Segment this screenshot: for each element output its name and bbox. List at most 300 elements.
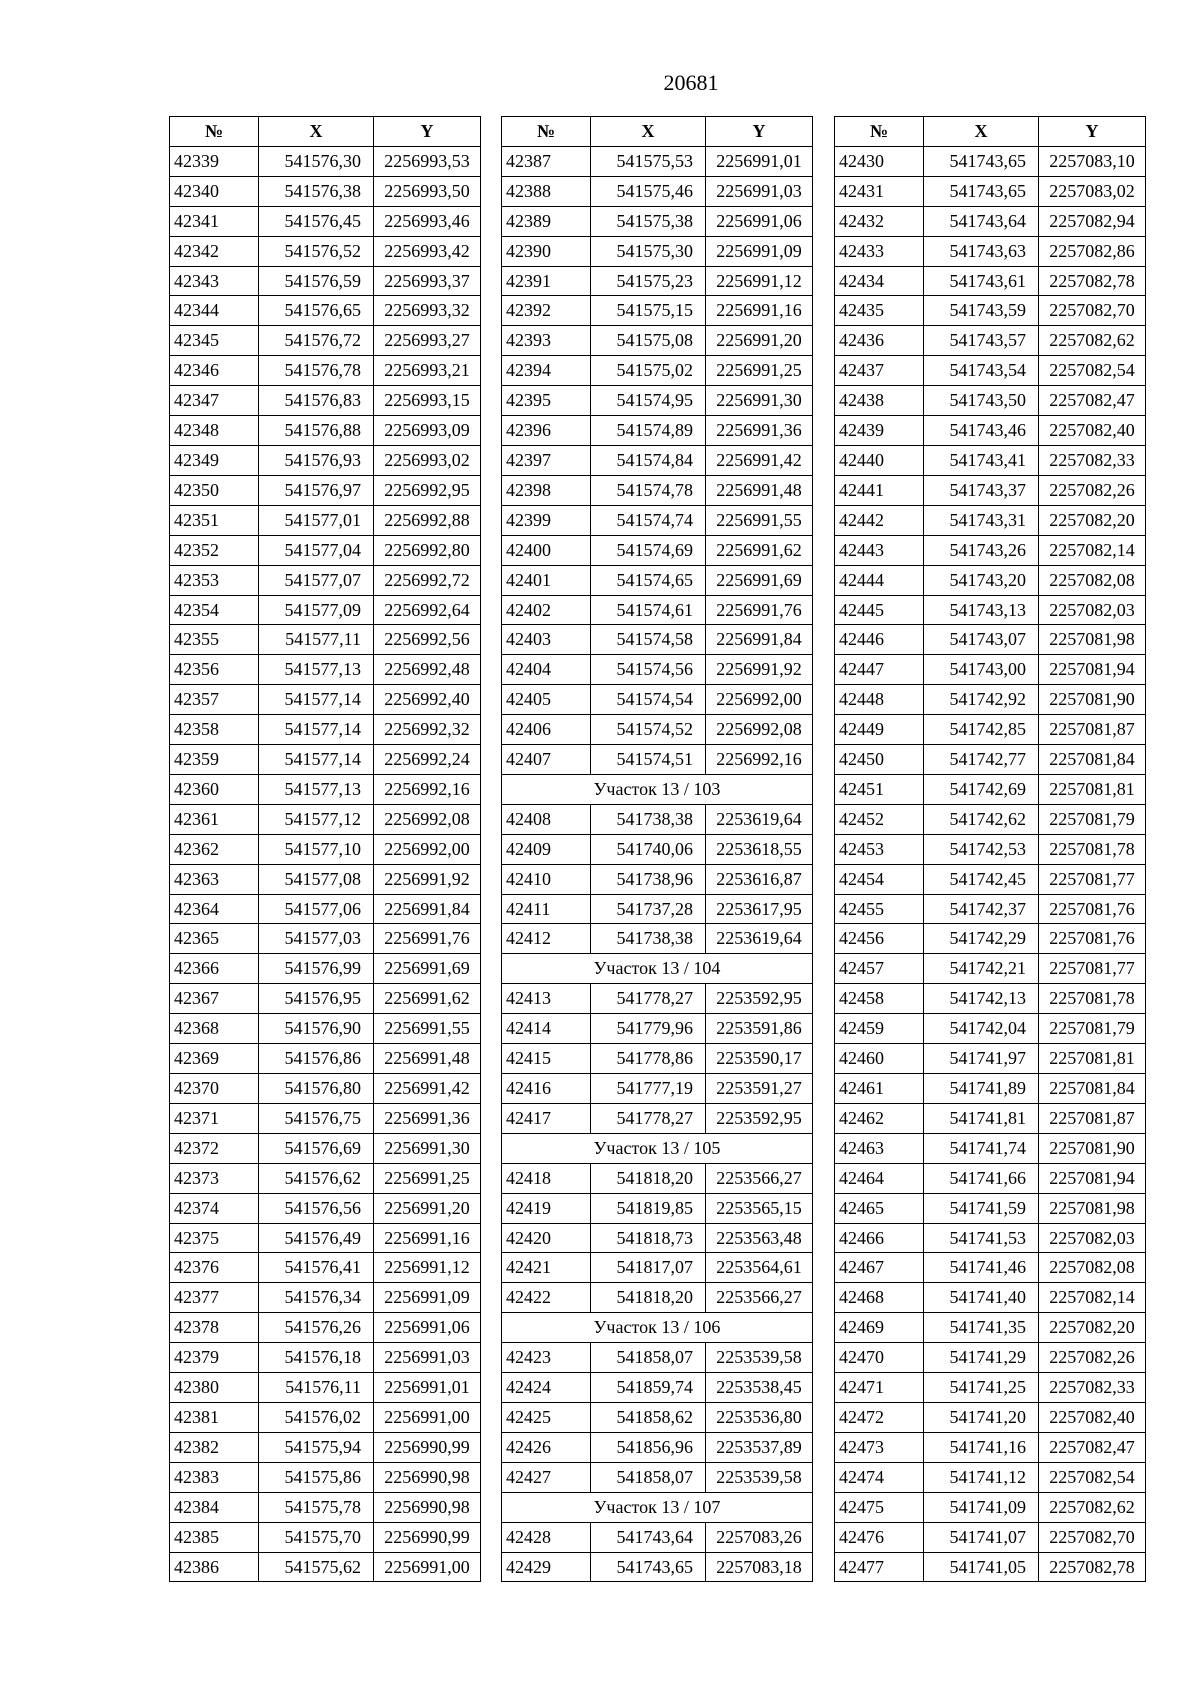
point-number-cell: 42475 bbox=[835, 1492, 924, 1522]
y-coordinate-cell: 2257083,10 bbox=[1039, 146, 1146, 176]
y-coordinate-cell: 2257082,08 bbox=[1039, 1253, 1146, 1283]
x-coordinate-cell: 541741,35 bbox=[924, 1313, 1039, 1343]
x-coordinate-cell: 541738,38 bbox=[591, 924, 706, 954]
x-coordinate-cell: 541778,86 bbox=[591, 1044, 706, 1074]
point-number-cell: 42360 bbox=[170, 774, 259, 804]
y-coordinate-cell: 2256991,16 bbox=[706, 296, 813, 326]
table-row bbox=[835, 206, 1146, 236]
x-coordinate-cell: 541576,99 bbox=[259, 954, 374, 984]
x-coordinate-cell: 541575,62 bbox=[259, 1552, 374, 1582]
y-coordinate-cell: 2256991,69 bbox=[374, 954, 481, 984]
y-coordinate-cell: 2253565,15 bbox=[706, 1193, 813, 1223]
table-row bbox=[170, 774, 481, 804]
table-row bbox=[835, 236, 1146, 266]
y-coordinate-cell: 2253591,27 bbox=[706, 1074, 813, 1104]
table-row bbox=[502, 1223, 813, 1253]
y-coordinate-cell: 2256991,55 bbox=[374, 1014, 481, 1044]
y-coordinate-cell: 2257081,94 bbox=[1039, 1163, 1146, 1193]
point-number-cell: 42409 bbox=[502, 834, 591, 864]
y-coordinate-cell: 2256992,80 bbox=[374, 535, 481, 565]
point-number-cell: 42375 bbox=[170, 1223, 259, 1253]
y-coordinate-cell: 2256992,88 bbox=[374, 505, 481, 535]
y-coordinate-cell: 2257081,94 bbox=[1039, 655, 1146, 685]
point-number-cell: 42432 bbox=[835, 206, 924, 236]
table-row bbox=[502, 984, 813, 1014]
y-coordinate-cell: 2257082,70 bbox=[1039, 296, 1146, 326]
x-coordinate-cell: 541741,97 bbox=[924, 1044, 1039, 1074]
y-coordinate-cell: 2257081,77 bbox=[1039, 954, 1146, 984]
y-coordinate-cell: 2256991,20 bbox=[374, 1193, 481, 1223]
point-number-cell: 42449 bbox=[835, 715, 924, 745]
y-coordinate-cell: 2257082,20 bbox=[1039, 1313, 1146, 1343]
table-row bbox=[502, 296, 813, 326]
y-coordinate-cell: 2256991,48 bbox=[706, 475, 813, 505]
table-row bbox=[170, 475, 481, 505]
point-number-cell: 42441 bbox=[835, 475, 924, 505]
table-row bbox=[835, 834, 1146, 864]
y-coordinate-cell: 2256991,84 bbox=[706, 625, 813, 655]
y-coordinate-cell: 2257081,79 bbox=[1039, 1014, 1146, 1044]
point-number-cell: 42442 bbox=[835, 505, 924, 535]
x-coordinate-cell: 541577,14 bbox=[259, 715, 374, 745]
table-row bbox=[170, 1283, 481, 1313]
point-number-cell: 42457 bbox=[835, 954, 924, 984]
table-row bbox=[835, 1313, 1146, 1343]
x-coordinate-cell: 541858,07 bbox=[591, 1462, 706, 1492]
point-number-cell: 42416 bbox=[502, 1074, 591, 1104]
table-row bbox=[170, 864, 481, 894]
x-coordinate-cell: 541576,56 bbox=[259, 1193, 374, 1223]
table-row bbox=[835, 146, 1146, 176]
x-coordinate-cell: 541577,13 bbox=[259, 655, 374, 685]
point-number-cell: 42451 bbox=[835, 774, 924, 804]
point-number-cell: 42402 bbox=[502, 595, 591, 625]
y-coordinate-cell: 2256991,76 bbox=[374, 924, 481, 954]
x-coordinate-cell: 541575,86 bbox=[259, 1462, 374, 1492]
x-coordinate-cell: 541577,03 bbox=[259, 924, 374, 954]
section-title: Участок 13 / 103 bbox=[502, 774, 813, 804]
x-coordinate-cell: 541576,78 bbox=[259, 356, 374, 386]
point-number-cell: 42392 bbox=[502, 296, 591, 326]
x-coordinate-cell: 541574,95 bbox=[591, 386, 706, 416]
y-coordinate-cell: 2257083,18 bbox=[706, 1552, 813, 1582]
table-row bbox=[170, 745, 481, 775]
point-number-cell: 42444 bbox=[835, 565, 924, 595]
table-row bbox=[835, 326, 1146, 356]
y-coordinate-cell: 2257081,76 bbox=[1039, 924, 1146, 954]
y-coordinate-cell: 2256992,56 bbox=[374, 625, 481, 655]
x-coordinate-cell: 541777,19 bbox=[591, 1074, 706, 1104]
point-number-cell: 42394 bbox=[502, 356, 591, 386]
point-number-cell: 42434 bbox=[835, 266, 924, 296]
x-coordinate-cell: 541743,37 bbox=[924, 475, 1039, 505]
y-coordinate-cell: 2256991,09 bbox=[374, 1283, 481, 1313]
point-number-cell: 42433 bbox=[835, 236, 924, 266]
x-coordinate-cell: 541818,20 bbox=[591, 1163, 706, 1193]
x-coordinate-cell: 541742,69 bbox=[924, 774, 1039, 804]
table-row bbox=[835, 1432, 1146, 1462]
x-coordinate-cell: 541741,66 bbox=[924, 1163, 1039, 1193]
x-coordinate-cell: 541856,96 bbox=[591, 1432, 706, 1462]
table-row bbox=[502, 1163, 813, 1193]
point-number-cell: 42415 bbox=[502, 1044, 591, 1074]
table-row bbox=[170, 356, 481, 386]
section-row bbox=[502, 774, 813, 804]
table-row bbox=[502, 505, 813, 535]
x-coordinate-cell: 541574,89 bbox=[591, 416, 706, 446]
y-coordinate-cell: 2256990,98 bbox=[374, 1462, 481, 1492]
point-number-cell: 42404 bbox=[502, 655, 591, 685]
table-row bbox=[170, 386, 481, 416]
y-coordinate-cell: 2257081,79 bbox=[1039, 804, 1146, 834]
x-coordinate-cell: 541574,56 bbox=[591, 655, 706, 685]
y-coordinate-cell: 2256991,92 bbox=[706, 655, 813, 685]
table-row bbox=[502, 595, 813, 625]
x-coordinate-cell: 541742,62 bbox=[924, 804, 1039, 834]
y-coordinate-cell: 2256992,32 bbox=[374, 715, 481, 745]
x-coordinate-cell: 541741,74 bbox=[924, 1133, 1039, 1163]
x-coordinate-cell: 541737,28 bbox=[591, 894, 706, 924]
table-header-row bbox=[502, 117, 813, 147]
x-coordinate-cell: 541576,95 bbox=[259, 984, 374, 1014]
header-number: № bbox=[170, 117, 259, 147]
point-number-cell: 42440 bbox=[835, 445, 924, 475]
y-coordinate-cell: 2257082,54 bbox=[1039, 1462, 1146, 1492]
section-title: Участок 13 / 105 bbox=[502, 1133, 813, 1163]
x-coordinate-cell: 541576,49 bbox=[259, 1223, 374, 1253]
header-x: X bbox=[591, 117, 706, 147]
x-coordinate-cell: 541576,69 bbox=[259, 1133, 374, 1163]
x-coordinate-cell: 541818,73 bbox=[591, 1223, 706, 1253]
table-row bbox=[502, 1283, 813, 1313]
point-number-cell: 42358 bbox=[170, 715, 259, 745]
x-coordinate-cell: 541575,30 bbox=[591, 236, 706, 266]
point-number-cell: 42344 bbox=[170, 296, 259, 326]
y-coordinate-cell: 2253539,58 bbox=[706, 1343, 813, 1373]
table-row bbox=[835, 1462, 1146, 1492]
table-row bbox=[170, 924, 481, 954]
y-coordinate-cell: 2256990,99 bbox=[374, 1522, 481, 1552]
x-coordinate-cell: 541577,13 bbox=[259, 774, 374, 804]
point-number-cell: 42373 bbox=[170, 1163, 259, 1193]
x-coordinate-cell: 541575,94 bbox=[259, 1432, 374, 1462]
table-row bbox=[835, 715, 1146, 745]
x-coordinate-cell: 541577,11 bbox=[259, 625, 374, 655]
point-number-cell: 42414 bbox=[502, 1014, 591, 1044]
x-coordinate-cell: 541742,85 bbox=[924, 715, 1039, 745]
point-number-cell: 42465 bbox=[835, 1193, 924, 1223]
y-coordinate-cell: 2253592,95 bbox=[706, 1103, 813, 1133]
x-coordinate-cell: 541575,70 bbox=[259, 1522, 374, 1552]
table-row bbox=[170, 834, 481, 864]
x-coordinate-cell: 541576,52 bbox=[259, 236, 374, 266]
header-y: Y bbox=[374, 117, 481, 147]
table-row bbox=[170, 266, 481, 296]
table-row bbox=[170, 1343, 481, 1373]
x-coordinate-cell: 541576,65 bbox=[259, 296, 374, 326]
point-number-cell: 42460 bbox=[835, 1044, 924, 1074]
table-row bbox=[835, 1373, 1146, 1403]
y-coordinate-cell: 2257082,08 bbox=[1039, 565, 1146, 595]
point-number-cell: 42372 bbox=[170, 1133, 259, 1163]
point-number-cell: 42474 bbox=[835, 1462, 924, 1492]
point-number-cell: 42410 bbox=[502, 864, 591, 894]
x-coordinate-cell: 541576,90 bbox=[259, 1014, 374, 1044]
point-number-cell: 42419 bbox=[502, 1193, 591, 1223]
x-coordinate-cell: 541741,29 bbox=[924, 1343, 1039, 1373]
table-row bbox=[835, 475, 1146, 505]
x-coordinate-cell: 541741,59 bbox=[924, 1193, 1039, 1223]
x-coordinate-cell: 541574,78 bbox=[591, 475, 706, 505]
table-row bbox=[835, 804, 1146, 834]
x-coordinate-cell: 541819,85 bbox=[591, 1193, 706, 1223]
y-coordinate-cell: 2256991,36 bbox=[374, 1103, 481, 1133]
table-row bbox=[170, 984, 481, 1014]
point-number-cell: 42377 bbox=[170, 1283, 259, 1313]
table-row bbox=[170, 1522, 481, 1552]
x-coordinate-cell: 541779,96 bbox=[591, 1014, 706, 1044]
x-coordinate-cell: 541574,69 bbox=[591, 535, 706, 565]
point-number-cell: 42463 bbox=[835, 1133, 924, 1163]
point-number-cell: 42340 bbox=[170, 176, 259, 206]
point-number-cell: 42439 bbox=[835, 416, 924, 446]
point-number-cell: 42476 bbox=[835, 1522, 924, 1552]
x-coordinate-cell: 541575,38 bbox=[591, 206, 706, 236]
table-row bbox=[170, 1373, 481, 1403]
y-coordinate-cell: 2253566,27 bbox=[706, 1163, 813, 1193]
y-coordinate-cell: 2257082,78 bbox=[1039, 1552, 1146, 1582]
header-x: X bbox=[924, 117, 1039, 147]
x-coordinate-cell: 541743,64 bbox=[591, 1522, 706, 1552]
point-number-cell: 42384 bbox=[170, 1492, 259, 1522]
y-coordinate-cell: 2256993,32 bbox=[374, 296, 481, 326]
x-coordinate-cell: 541576,75 bbox=[259, 1103, 374, 1133]
table-row bbox=[835, 1402, 1146, 1432]
y-coordinate-cell: 2256991,36 bbox=[706, 416, 813, 446]
point-number-cell: 42359 bbox=[170, 745, 259, 775]
y-coordinate-cell: 2257081,90 bbox=[1039, 1133, 1146, 1163]
x-coordinate-cell: 541743,50 bbox=[924, 386, 1039, 416]
table-row bbox=[835, 176, 1146, 206]
table-row bbox=[170, 535, 481, 565]
table-row bbox=[835, 266, 1146, 296]
table-row bbox=[502, 894, 813, 924]
table-row bbox=[502, 1103, 813, 1133]
y-coordinate-cell: 2256991,84 bbox=[374, 894, 481, 924]
point-number-cell: 42393 bbox=[502, 326, 591, 356]
table-row bbox=[170, 1402, 481, 1432]
table-row bbox=[502, 535, 813, 565]
y-coordinate-cell: 2257082,40 bbox=[1039, 1402, 1146, 1432]
x-coordinate-cell: 541741,25 bbox=[924, 1373, 1039, 1403]
y-coordinate-cell: 2257082,40 bbox=[1039, 416, 1146, 446]
x-coordinate-cell: 541577,10 bbox=[259, 834, 374, 864]
y-coordinate-cell: 2256993,50 bbox=[374, 176, 481, 206]
point-number-cell: 42425 bbox=[502, 1402, 591, 1432]
point-number-cell: 42374 bbox=[170, 1193, 259, 1223]
table-row bbox=[835, 565, 1146, 595]
section-title: Участок 13 / 104 bbox=[502, 954, 813, 984]
point-number-cell: 42435 bbox=[835, 296, 924, 326]
table-row bbox=[502, 1343, 813, 1373]
y-coordinate-cell: 2256993,15 bbox=[374, 386, 481, 416]
point-number-cell: 42403 bbox=[502, 625, 591, 655]
point-number-cell: 42349 bbox=[170, 445, 259, 475]
x-coordinate-cell: 541576,88 bbox=[259, 416, 374, 446]
y-coordinate-cell: 2256992,64 bbox=[374, 595, 481, 625]
point-number-cell: 42426 bbox=[502, 1432, 591, 1462]
point-number-cell: 42421 bbox=[502, 1253, 591, 1283]
x-coordinate-cell: 541741,20 bbox=[924, 1402, 1039, 1432]
y-coordinate-cell: 2256991,20 bbox=[706, 326, 813, 356]
table-row bbox=[170, 416, 481, 446]
y-coordinate-cell: 2253563,48 bbox=[706, 1223, 813, 1253]
table-row bbox=[502, 685, 813, 715]
x-coordinate-cell: 541741,12 bbox=[924, 1462, 1039, 1492]
y-coordinate-cell: 2257082,47 bbox=[1039, 1432, 1146, 1462]
x-coordinate-cell: 541743,07 bbox=[924, 625, 1039, 655]
y-coordinate-cell: 2257081,98 bbox=[1039, 625, 1146, 655]
y-coordinate-cell: 2257081,78 bbox=[1039, 984, 1146, 1014]
x-coordinate-cell: 541738,38 bbox=[591, 804, 706, 834]
y-coordinate-cell: 2256991,55 bbox=[706, 505, 813, 535]
point-number-cell: 42401 bbox=[502, 565, 591, 595]
point-number-cell: 42420 bbox=[502, 1223, 591, 1253]
x-coordinate-cell: 541743,26 bbox=[924, 535, 1039, 565]
point-number-cell: 42346 bbox=[170, 356, 259, 386]
x-coordinate-cell: 541577,14 bbox=[259, 745, 374, 775]
point-number-cell: 42345 bbox=[170, 326, 259, 356]
point-number-cell: 42381 bbox=[170, 1402, 259, 1432]
table-row bbox=[170, 1462, 481, 1492]
y-coordinate-cell: 2257082,62 bbox=[1039, 326, 1146, 356]
y-coordinate-cell: 2257082,14 bbox=[1039, 535, 1146, 565]
x-coordinate-cell: 541574,61 bbox=[591, 595, 706, 625]
y-coordinate-cell: 2253537,89 bbox=[706, 1432, 813, 1462]
x-coordinate-cell: 541574,52 bbox=[591, 715, 706, 745]
point-number-cell: 42446 bbox=[835, 625, 924, 655]
table-row bbox=[502, 206, 813, 236]
y-coordinate-cell: 2253566,27 bbox=[706, 1283, 813, 1313]
table-row bbox=[170, 1313, 481, 1343]
point-number-cell: 42350 bbox=[170, 475, 259, 505]
y-coordinate-cell: 2257082,33 bbox=[1039, 445, 1146, 475]
x-coordinate-cell: 541742,77 bbox=[924, 745, 1039, 775]
table-row bbox=[170, 326, 481, 356]
y-coordinate-cell: 2256991,09 bbox=[706, 236, 813, 266]
table-row bbox=[502, 655, 813, 685]
table-row bbox=[170, 1133, 481, 1163]
table-row bbox=[502, 1373, 813, 1403]
y-coordinate-cell: 2256992,40 bbox=[374, 685, 481, 715]
x-coordinate-cell: 541743,63 bbox=[924, 236, 1039, 266]
y-coordinate-cell: 2256991,16 bbox=[374, 1223, 481, 1253]
table-row bbox=[502, 715, 813, 745]
point-number-cell: 42356 bbox=[170, 655, 259, 685]
point-number-cell: 42396 bbox=[502, 416, 591, 446]
y-coordinate-cell: 2256991,62 bbox=[706, 535, 813, 565]
point-number-cell: 42405 bbox=[502, 685, 591, 715]
y-coordinate-cell: 2256991,06 bbox=[374, 1313, 481, 1343]
table-row bbox=[835, 864, 1146, 894]
point-number-cell: 42447 bbox=[835, 655, 924, 685]
x-coordinate-cell: 541858,07 bbox=[591, 1343, 706, 1373]
header-x: X bbox=[259, 117, 374, 147]
x-coordinate-cell: 541574,54 bbox=[591, 685, 706, 715]
table-row bbox=[170, 206, 481, 236]
point-number-cell: 42343 bbox=[170, 266, 259, 296]
point-number-cell: 42448 bbox=[835, 685, 924, 715]
x-coordinate-cell: 541576,83 bbox=[259, 386, 374, 416]
y-coordinate-cell: 2257082,70 bbox=[1039, 1522, 1146, 1552]
table-row bbox=[170, 1223, 481, 1253]
x-coordinate-cell: 541742,29 bbox=[924, 924, 1039, 954]
x-coordinate-cell: 541576,93 bbox=[259, 445, 374, 475]
x-coordinate-cell: 541742,13 bbox=[924, 984, 1039, 1014]
y-coordinate-cell: 2256993,09 bbox=[374, 416, 481, 446]
y-coordinate-cell: 2256991,01 bbox=[706, 146, 813, 176]
y-coordinate-cell: 2257081,98 bbox=[1039, 1193, 1146, 1223]
y-coordinate-cell: 2257081,78 bbox=[1039, 834, 1146, 864]
y-coordinate-cell: 2257081,76 bbox=[1039, 894, 1146, 924]
x-coordinate-cell: 541778,27 bbox=[591, 984, 706, 1014]
x-coordinate-cell: 541576,38 bbox=[259, 176, 374, 206]
y-coordinate-cell: 2256991,92 bbox=[374, 864, 481, 894]
y-coordinate-cell: 2256991,03 bbox=[706, 176, 813, 206]
x-coordinate-cell: 541576,02 bbox=[259, 1402, 374, 1432]
point-number-cell: 42418 bbox=[502, 1163, 591, 1193]
table-row bbox=[170, 445, 481, 475]
point-number-cell: 42366 bbox=[170, 954, 259, 984]
point-number-cell: 42428 bbox=[502, 1522, 591, 1552]
table-row bbox=[502, 625, 813, 655]
x-coordinate-cell: 541743,65 bbox=[591, 1552, 706, 1582]
table-row bbox=[835, 984, 1146, 1014]
table-row bbox=[502, 236, 813, 266]
table-row bbox=[170, 1044, 481, 1074]
x-coordinate-cell: 541741,53 bbox=[924, 1223, 1039, 1253]
x-coordinate-cell: 541575,53 bbox=[591, 146, 706, 176]
y-coordinate-cell: 2257082,26 bbox=[1039, 1343, 1146, 1373]
point-number-cell: 42464 bbox=[835, 1163, 924, 1193]
x-coordinate-cell: 541576,86 bbox=[259, 1044, 374, 1074]
point-number-cell: 42354 bbox=[170, 595, 259, 625]
y-coordinate-cell: 2256993,27 bbox=[374, 326, 481, 356]
header-number: № bbox=[502, 117, 591, 147]
point-number-cell: 42365 bbox=[170, 924, 259, 954]
y-coordinate-cell: 2257082,54 bbox=[1039, 356, 1146, 386]
table-row bbox=[170, 1552, 481, 1582]
table-row bbox=[502, 745, 813, 775]
x-coordinate-cell: 541575,15 bbox=[591, 296, 706, 326]
x-coordinate-cell: 541742,53 bbox=[924, 834, 1039, 864]
y-coordinate-cell: 2253618,55 bbox=[706, 834, 813, 864]
x-coordinate-cell: 541738,96 bbox=[591, 864, 706, 894]
table-row bbox=[502, 146, 813, 176]
point-number-cell: 42351 bbox=[170, 505, 259, 535]
x-coordinate-cell: 541743,54 bbox=[924, 356, 1039, 386]
x-coordinate-cell: 541742,45 bbox=[924, 864, 1039, 894]
table-row bbox=[835, 924, 1146, 954]
point-number-cell: 42412 bbox=[502, 924, 591, 954]
y-coordinate-cell: 2257082,26 bbox=[1039, 475, 1146, 505]
table-row bbox=[835, 356, 1146, 386]
x-coordinate-cell: 541574,58 bbox=[591, 625, 706, 655]
y-coordinate-cell: 2256993,53 bbox=[374, 146, 481, 176]
table-row bbox=[502, 326, 813, 356]
x-coordinate-cell: 541576,97 bbox=[259, 475, 374, 505]
table-row bbox=[170, 954, 481, 984]
